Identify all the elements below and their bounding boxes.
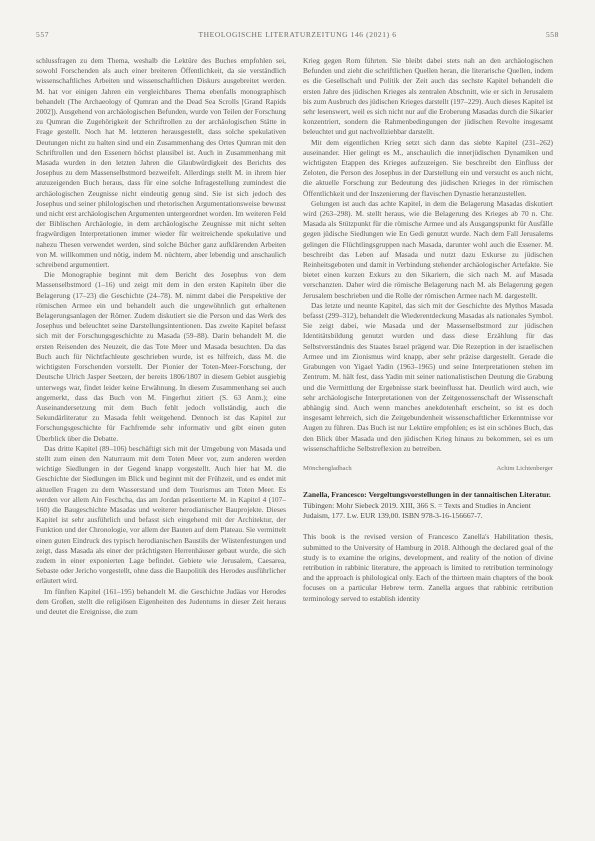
signature-place: Mönchengladbach [303,464,352,472]
paragraph: Das dritte Kapitel (89–106) beschäftigt sich mit der Umgebung von Masada und stellt zum einen den Naturraum mit dem Toten Meer vor, zum anderen werden wichtige Siedlungen in der Gegend knapp vorgestellt. Auch hier hat M. die Geschichte der Siedlungen im Blick und beginnt mit der Frühzeit, und es endet mit aktuellen Fragen zu dem Wasserstand und dem Tourismus am Toten Meer. Es werden vor allem Ain Feschcha, das am Jordan präsentierte M. in Kapitel 4 (107–160) die Baugeschichte Masadas und weiterer herodianischer Bauprojekte. Dieses Kapitel ist sehr ausführlich und befasst sich eingehend mit der Architektur, der Funktion und der Chronologie, vor allem der Bauten auf dem Plateau. Sie vermittelt einen guten Eindruck des typisch herodianischen Baustils der Wüstenfestungen und zeigt, dass Masada als einer der prächtigsten Herrenhäuser gebaut wurde, die sich zudem in einer exponierten Lage befindet. Gebiete wie Jerusalem, Caesarea, Sebaste oder Jericho vorgestellt, ohne dass die Baupolitik des Herodes ausführlicher erläutert wird. [36,443,286,586]
running-header [36,30,559,42]
paragraph: Im fünften Kapitel (161–195) behandelt M. die Geschichte Judäas vor Herodes dem Großen, stellt die religiösen Eigenheiten des Judentums in dieser Zeit heraus und deutet die Ereignisse, die zum [36,586,286,616]
paragraph: Mit dem eigentlichen Krieg setzt sich dann das siebte Kapitel (231–262) auseinander. Hier gelingt es M., anschaulich die innerjüdischen Dynamiken und wichtigsten Etappen des Krieges aufzuzeigen. Sie beschreibt den Einfluss der Zeloten, die Person des Josephus in der Darstellung ein und versucht es auch nicht, die aktuelle Forschung zur Bedeutung des jüdischen Krieges in der römischen Öffentlichkeit und der Inszenierung der flavischen Dynastie heranzustellen. [303,137,553,198]
paragraph: Das letzte und neunte Kapitel, das sich mit der Geschichte des Mythos Masada befasst (299–312), behandelt die Wiederentdeckung Masadas als nationales Symbol. Sie zeigt dabei, wie Masada und der Massenselbstmord zur jüdischen Identitätsbildung genutzt wurden und dass diese Erzählung für das Selbstverständnis des Staates Israel prägend war. Die Rezeption in der israelischen Armee und im Zionismus wird knapp, aber sehr präzise dargestellt. Gerade die Grabungen von Yigael Yadin (1963–1965) und seine Interpretationen stehen im Zentrum. M. hält fest, dass Yadin mit seiner nationalistischen Deutung die Grabung und die Vermittlung der Ergebnisse stark beeinflusst hat. Deutlich wird auch, wie sehr archäologische Interpretationen von der Zeitgenossenschaft der Wissenschaft abhängig sind. Auch wenn manches anekdotenhaft erscheint, so ist es doch insgesamt lehrreich, sich die Zeitgebundenheit wissenschaftlicher Erkenntnisse vor Augen zu führen. Das Buch ist nur Lektüre empfohlen; es ist ein schönes Buch, das den Blick über Masada und den jüdischen Krieg hinaus zu bekommen, sei es um wissenschaftliche Selbstreflexion zu betreiben. [303,300,553,453]
paragraph: Die Monographie beginnt mit dem Bericht des Josephus von dem Massenselbstmord (1–16) und zeigt mit dem in den ersten Kapiteln über die Belagerung (17–23) die Geschichte (24–78). M. nimmt dabei die Perspektive der römischen Armee ein und behandelt auch die ungewöhnlich gut erhaltenen Belagerungsanlagen der Römer. Zudem diskutiert sie die Person und das Werk des Josephus und beleuchtet seine Darstellungsintentionen. Das zweite Kapitel befasst sich mit der Forschungsgeschichte zu Masada (59–88). Darin behandelt M. die ersten Reisenden des Neuzeit, die das Tote Meer und Masada besuchten. Da das Buch auch für Nichtfachleute geschrieben wurde, ist es hilfreich, dass M. die wichtigsten Forschenden vorstellt. Der Pionier der Toten-Meer-Forschung, der Deutsche Ulrich Jasper Seetzen, der bereits 1806/1807 in diesem Gebiet ausgiebig unterwegs war, findet leider keine Erwähnung. In diesem Zusammenhang sei auch angemerkt, dass das Buch von M. Fingerhut zitiert (S. 63 Anm.); eine Auseinandersetzung mit dem Buch fehlt jedoch vollständig, auch die Sekundärliteratur zu Masada fehlt weitgehend. Dennoch ist das Kapitel zur Forschungsgeschichte für Fachfremde sehr informativ und gibt einen guten Überblick über die Debatte. [36,270,286,443]
reviewed-author: Zanella, Francesco: [303,490,367,500]
journal-title: THEOLOGISCHE LITERATURZEITUNG 146 (2021) 6 [198,30,397,39]
signature-author: Achim Lichtenberger [496,464,553,472]
right-column [303,56,553,604]
left-column [36,56,286,617]
paragraph: This book is the revised version of Francesco Zanella's Habilitation thesis, submitted to the University of Hamburg in 2018. Although the declared goal of the study is to examine the origins, development, and reality of the notion of divine retribution in rabbinic literature, the approach is limited to retribution terminology and the approach is philological only. Each of the thirteen main chapters of the book focuses on a particular Hebrew term. Zanella argues that rabbinic retribution terminology served to establish identity [303,532,553,603]
page-number-right: 558 [545,30,559,39]
paragraph: Krieg gegen Rom führten. Sie bleibt dabei stets nah an den archäologischen Befunden und zieht die schriftlichen Quellen heran, die literarische Quellen, indem es die Gesellschaft und Politik der Zeit auch das sechste Kapitel behandelt die ersten Jahre des jüdischen Krieges als zentralen Abschnitt, wie er sich in Jerusalem bis zum Ausbruch des jüdischen Krieges darstellt (197–229). Auch dieses Kapitel ist sehr lesenswert, weil es sich nicht nur auf die Eroberung Masadas durch die Sikarier konzentriert, sondern die Rahmenbedingungen der jüdischen Revolte insgesamt beleuchtet und gut nachvollziehbar darstellt. [303,56,554,137]
page-number-left: 557 [36,30,50,39]
reviewed-bibliographic-data: Tübingen: Mohr Siebeck 2019. XIII, 366 S. = Texts and Studies in Ancient Judaism, 177. Lw. EUR 139,00. ISBN 978-3-16-156667-7. [303,500,531,520]
reviewed-title: Vergeltungsvorstellungen in der tannaitischen Literatur. [368,490,551,500]
review-signature [303,464,553,474]
review-bibliographic-header [303,490,553,521]
paragraph: Gelungen ist auch das achte Kapitel, in dem die Belagerung Masadas diskutiert wird (263–298). M. stellt heraus, wie die Belagerung des Krieges ab 70 n. Chr. Masada als Stützpunkt für die römische Armee und als Ausgangspunkt für Ausfälle gegen jüdische Siedlungen wie En Gedi genutzt wurde. Nach dem Fall Jerusalems gelingen die Flüchtlingsgruppen nach Masada, darunter wohl auch die Essener. M. beschreibt das Leben auf Masada und nutzt dazu Exkurse zu jüdischen Reinheitsgeboten und damit in Verbindung stehender archäologischer Artefakte. Sie bietet einen kurzen Exkurs zu den Sikariern, die sich nach M. auf Masada verschanzten. Daher wird die römische Belagerung nach M. als Belagerung gegen Jerusalem beschrieben und die Rolle der römischen Armee nach M. dargestellt. [303,198,553,300]
paragraph: schlussfragen zu dem Thema, weshalb die Lektüre des Buches empfohlen sei, sowohl Forschenden als auch einer breiteren Öffentlichkeit, da sie verständlich wissenschaftliches Arbeiten und wissenschaftlichen Diskurs ausgebreitet werden. M. hat vor einigen Jahren ein vergleichbares Thema ebenfalls monographisch behandelt (The Archaeology of Qumran and the Dead Sea Scrolls [Grand Rapids 2002]). Ausgehend von archäologischen Befunden, wurde von Teilen der Forschung zu Qumran die Zugehörigkeit der Schriftrollen zu der archäologischen Stätte in Frage gestellt. Noch hat M. letzteren herausgestellt, dass solche spekulativen Deutungen nicht zu halten sind und ein Zusammenhang des Ortes Qumran mit den Schriftrollen und den Essenern höchst plausibel ist. Auch in Zusammenhang mit Masada wurden in den letzten Jahren die Glaubwürdigkeit des Berichts des Josephus zu dem Massenselbstmord bezweifelt. Allerdings stellt M. in ihrem hier anzuzeigenden Buch heraus, dass für eine solche Infragestellung zumindest die archäologischen Zeugnisse nicht eindeutig genug sind. Sie ist sich jedoch des Josephus und seiner philologischen und rhetorischen Argumentationsweise bewusst und nicht erst archäologischen Argumenten untergeordnet worden. Im weiteren Feld der Biblischen Archäologie, in dem archäologische Zeugnisse mit nicht selten fragwürdigen Interpretationen immer wieder für weitreichende spekulative und nahezu Thesen verwendet werden, sind solche Bücher ganz aufklärenden Arbeiten von M. willkommen und nötig, indem M. nüchtern, aber lebendig und anschaulich schreibend argumentiert. [36,56,286,270]
